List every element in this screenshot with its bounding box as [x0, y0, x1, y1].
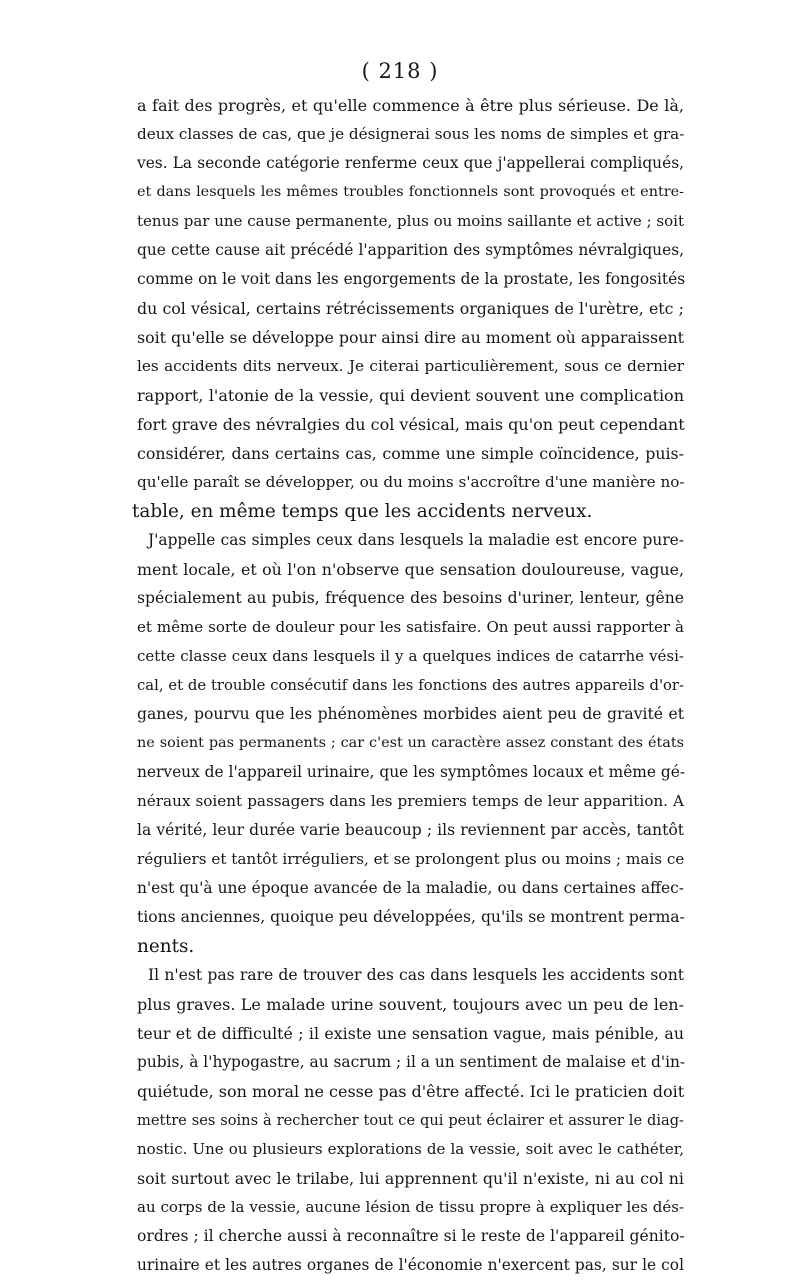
text-line: tenus par une cause permanente, plus ou moins saillante et active ; soit [137, 212, 684, 230]
text-line: soit qu'elle se développe pour ainsi dire au moment où apparaissent [137, 328, 684, 347]
text-line: qu'elle paraît se développer, ou du moins s'accroître d'une manière no- [137, 473, 685, 491]
text-line: ves. La seconde catégorie renferme ceux que j'appellerai compliqués, [137, 154, 684, 172]
text-line: fort grave des névralgies du col vésical, mais qu'on peut cependant [137, 415, 685, 434]
text-line: ordres ; il cherche aussi à reconnaître si le reste de l'appareil génito- [137, 1227, 685, 1245]
text-line: néraux soient passagers dans les premiers temps de leur apparition. A [137, 792, 684, 810]
text-line: ne soient pas permanents ; car c'est un caractère assez constant des états [137, 735, 684, 751]
text-line: a fait des progrès, et qu'elle commence à être plus sérieuse. De là, [137, 96, 684, 115]
text-line: ment locale, et où l'on n'observe que sensation douloureuse, vague, [137, 560, 684, 579]
text-line: pubis, à l'hypogastre, au sacrum ; il a un sentiment de malaise et d'in- [137, 1053, 686, 1071]
text-line: quiétude, son moral ne cesse pas d'être affecté. Ici le praticien doit [137, 1082, 685, 1101]
body-text [132, 91, 686, 1280]
text-line: soit surtout avec le trilabe, lui apprennent qu'il n'existe, ni au col ni [137, 1169, 684, 1188]
text-line: spécialement au pubis, fréquence des besoins d'uriner, lenteur, gêne [137, 589, 684, 607]
paragraph-start: Il n'est pas rare de trouver des cas dans lesquels les accidents sont [148, 966, 684, 984]
text-line: cette classe ceux dans lesquels il y a quelques indices de catarrhe vési- [137, 647, 684, 665]
page-number: ( 218 ) [361, 59, 439, 83]
text-line: urinaire et les autres organes de l'économie n'exercent pas, sur le col [137, 1256, 684, 1274]
text-line: ganes, pourvu que les phénomènes morbides aient peu de gravité et [137, 705, 684, 723]
text-line: au corps de la vessie, aucune lésion de tissu propre à expliquer les dés- [137, 1198, 684, 1216]
text-line: rapport, l'atonie de la vessie, qui devient souvent une complication [137, 386, 684, 405]
text-line: mettre ses soins à rechercher tout ce qui peut éclairer et assurer le diag- [137, 1112, 684, 1129]
text-line: nents. [137, 936, 195, 957]
text-line: table, en même temps que les accidents nerveux. [132, 501, 593, 522]
text-line: deux classes de cas, que je désignerai sous les noms de simples et gra- [137, 125, 685, 143]
text-line: les accidents dits nerveux. Je citerai particulièrement, sous ce dernier [137, 357, 684, 375]
text-line: comme on le voit dans les engorgements de la prostate, les fongosités [137, 270, 686, 288]
text-line: teur et de difficulté ; il existe une sensation vague, mais pénible, au [137, 1024, 684, 1043]
text-line: considérer, dans certains cas, comme une simple coïncidence, puis- [137, 444, 684, 463]
text-line: que cette cause ait précédé l'apparition des symptômes névralgiques, [137, 241, 684, 259]
text-line: n'est qu'à une époque avancée de la maladie, ou dans certaines affec- [137, 879, 684, 897]
text-line: et dans lesquels les mêmes troubles fonctionnels sont provoqués et entre- [137, 184, 684, 200]
paragraph-start: J'appelle cas simples ceux dans lesquels la maladie est encore pure- [148, 531, 684, 549]
text-line: réguliers et tantôt irréguliers, et se prolongent plus ou moins ; mais ce [137, 850, 685, 868]
text-line: tions anciennes, quoique peu développées, qu'ils se montrent perma- [137, 908, 685, 926]
text-line: nerveux de l'appareil urinaire, que les symptômes locaux et même gé- [137, 763, 686, 781]
text-line: la vérité, leur durée varie beaucoup ; ils reviennent par accès, tantôt [137, 821, 684, 839]
text-line: du col vésical, certains rétrécissements organiques de l'urètre, etc ; [137, 299, 684, 318]
text-line: cal, et de trouble consécutif dans les fonctions des autres appareils d'or- [137, 677, 684, 694]
text-line: plus graves. Le malade urine souvent, toujours avec un peu de len- [137, 995, 684, 1014]
text-line: et même sorte de douleur pour les satisfaire. On peut aussi rapporter à [137, 618, 684, 636]
text-line: nostic. Une ou plusieurs explorations de la vessie, soit avec le cathéter, [137, 1140, 684, 1158]
